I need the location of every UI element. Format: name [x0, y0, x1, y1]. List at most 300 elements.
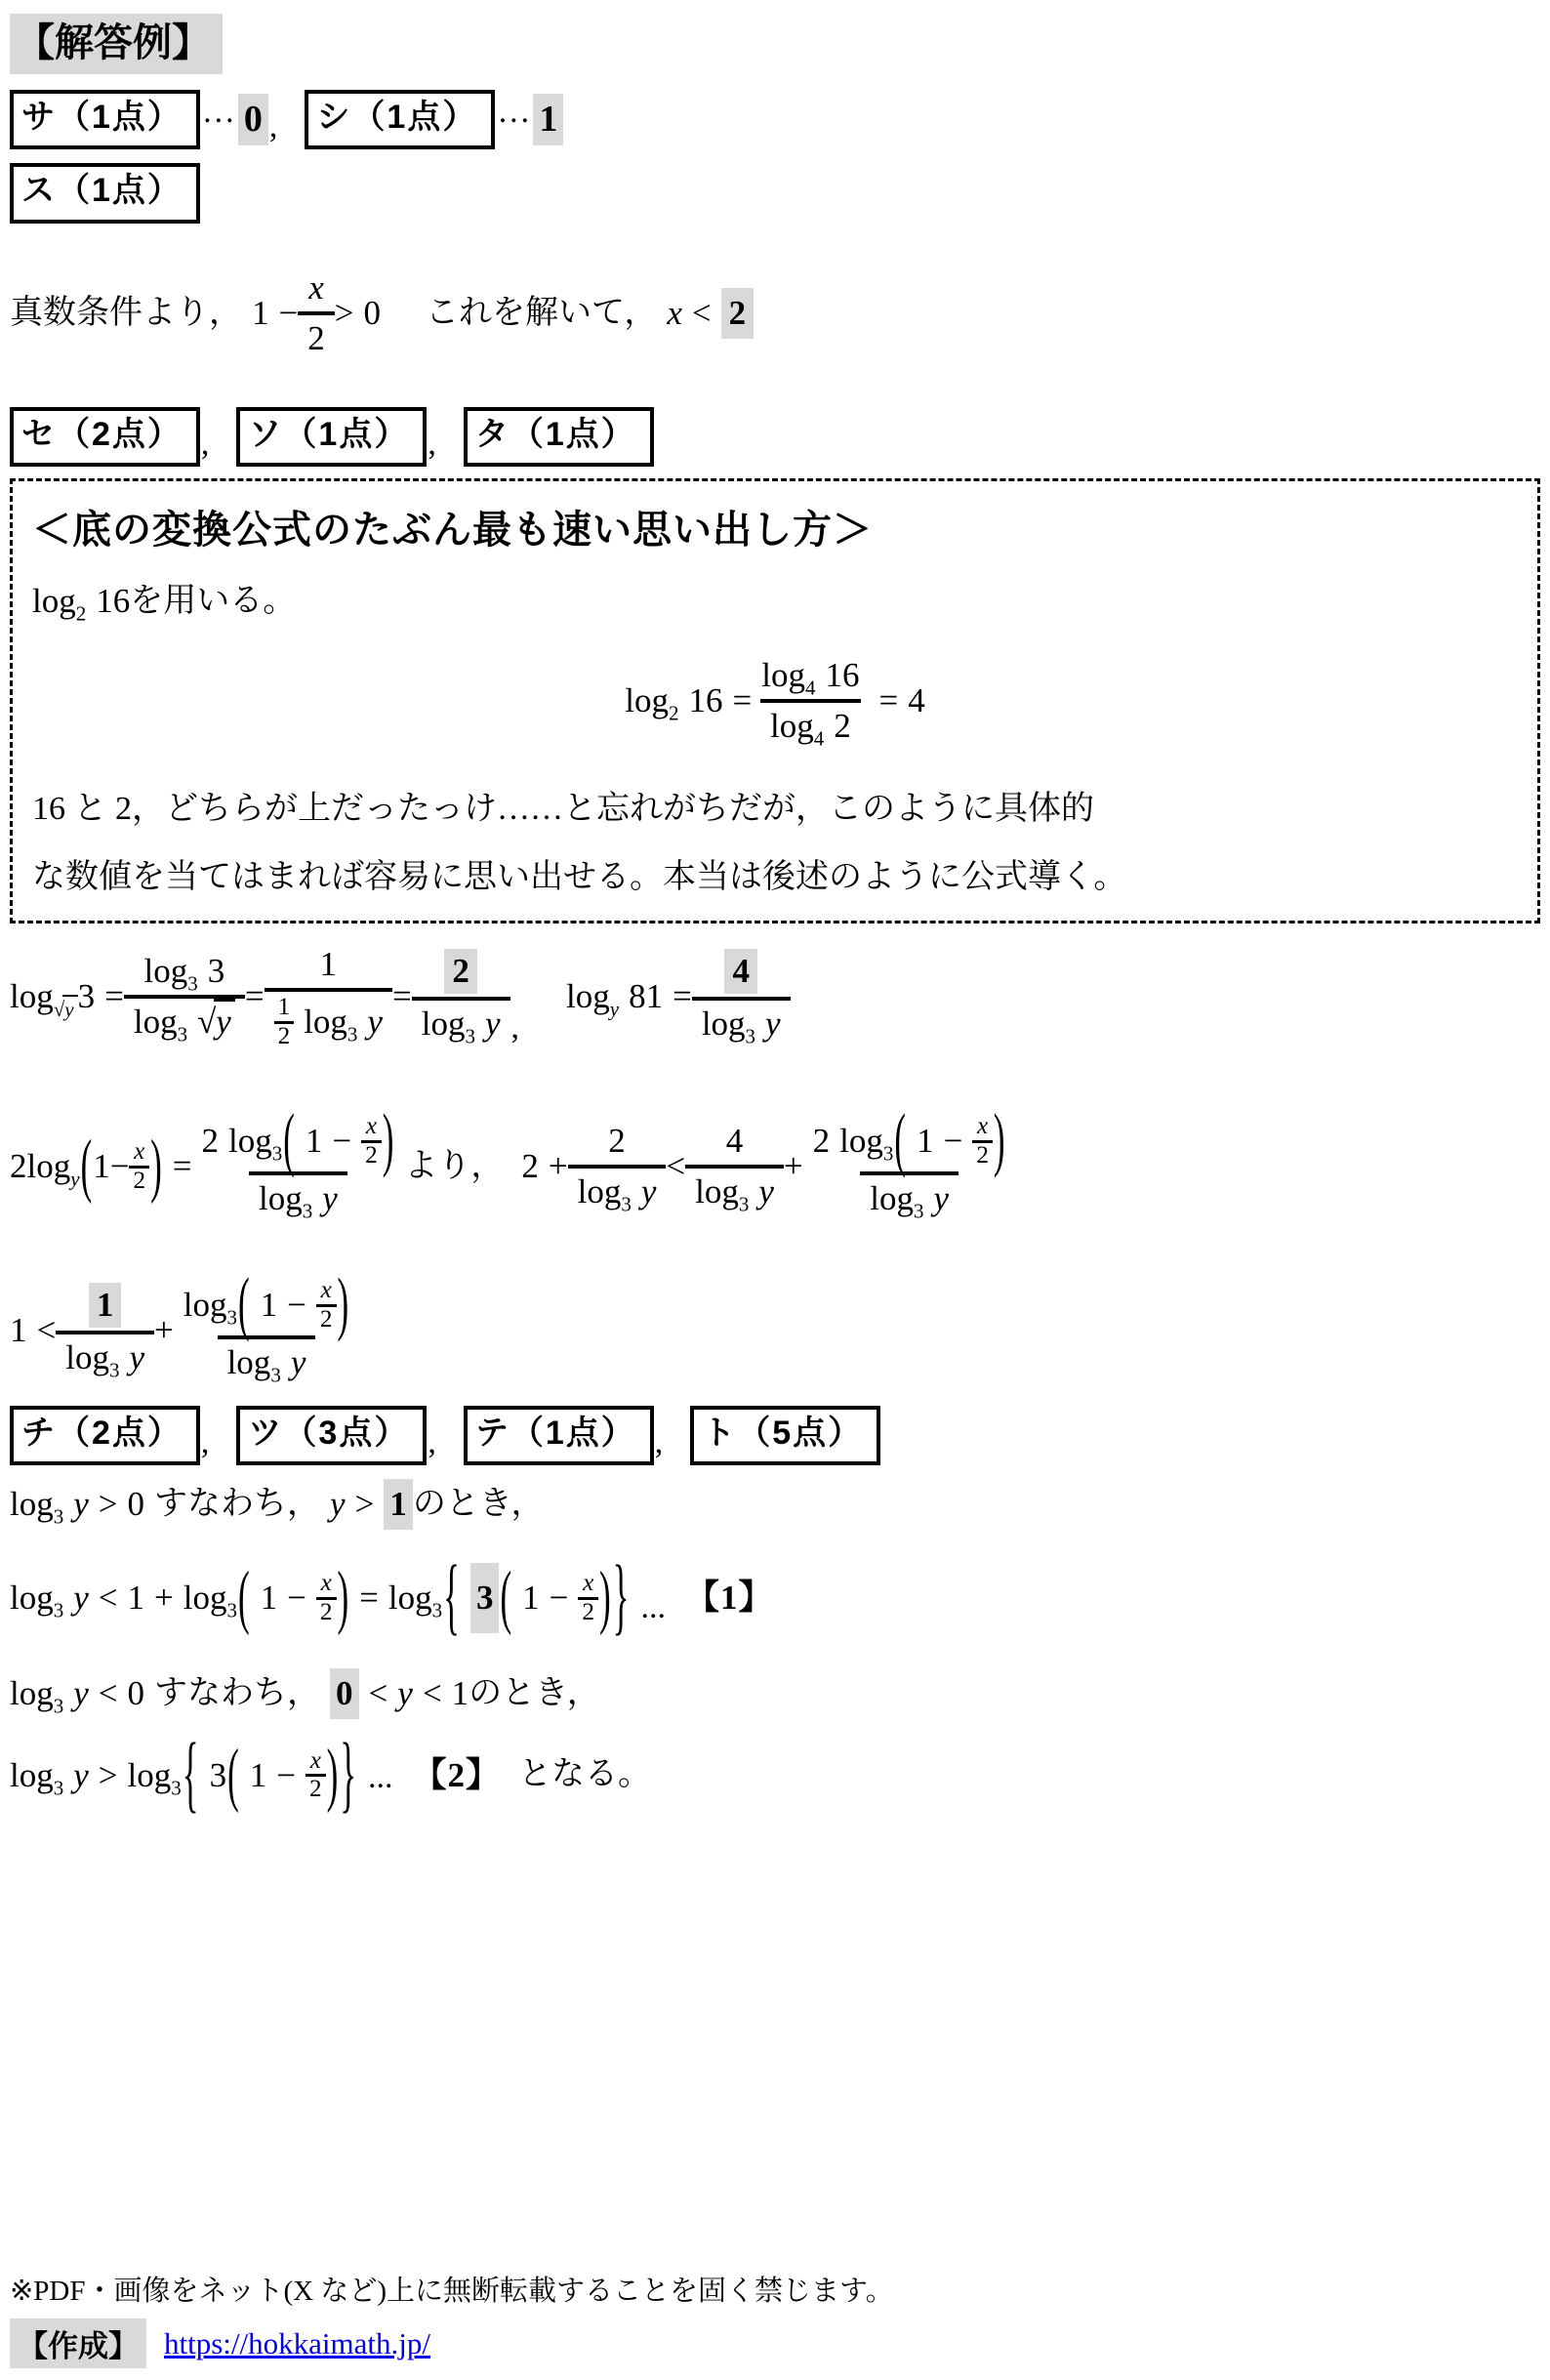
math-token: 16: [688, 681, 723, 720]
math-token: 2: [608, 1122, 626, 1161]
numerator: [716, 1118, 754, 1165]
math-token: log: [32, 582, 76, 621]
log-group: [10, 1483, 64, 1529]
math-token: <: [36, 1311, 57, 1350]
denominator: [412, 997, 510, 1047]
formula-case1: [10, 1548, 1540, 1644]
math-token: 1: [451, 1673, 469, 1712]
math-token: y: [640, 1172, 657, 1211]
math-token: >: [98, 1755, 118, 1794]
math-subscript: 3: [187, 971, 198, 996]
formula-case2: [10, 1725, 1540, 1822]
math-subscript: 3: [431, 1598, 443, 1622]
right-paren: ): [993, 1099, 1005, 1180]
formula-change-of-base-example: [32, 652, 1518, 750]
math-token: log: [10, 1485, 54, 1524]
fraction-2-over-log3y: [568, 1118, 667, 1215]
text-run: のとき，: [412, 1486, 545, 1523]
math-token: −: [287, 1579, 306, 1618]
log-group: [10, 1577, 63, 1620]
fraction-1-over-log3y: [56, 1280, 154, 1381]
math-subscript: [54, 998, 78, 1021]
math-token: y: [933, 1179, 949, 1218]
fraction-x-over-2: [316, 1571, 337, 1625]
log-group: [10, 1754, 64, 1800]
log-group: [421, 1004, 475, 1048]
math-token: x: [320, 1277, 332, 1304]
math-token: −: [276, 1755, 296, 1794]
ellipsis-low: ...: [640, 1589, 666, 1626]
log-group: [761, 655, 816, 700]
denominator: [124, 995, 245, 1046]
left-paren: (: [894, 1099, 907, 1180]
comma: ,: [654, 1424, 664, 1461]
text-run: 真数条件より，: [10, 294, 242, 331]
fraction-4-over-log3y: [685, 1118, 784, 1215]
line-shinsu-jouken: [10, 265, 1540, 362]
math-token: log: [625, 681, 669, 720]
math-token: log: [133, 1003, 178, 1042]
math-token: log: [701, 1005, 746, 1044]
numerator: [174, 1263, 359, 1344]
answer-te: 1: [384, 1479, 413, 1530]
math-token: x: [977, 1113, 989, 1140]
math-token: +: [154, 1579, 174, 1618]
numerator: [79, 1280, 132, 1331]
text-run: すなわち，: [154, 1674, 321, 1711]
callout-title: ＜底の変換公式のたぶん最も速い思い出し方＞: [32, 509, 873, 553]
math-token: x: [320, 1570, 332, 1597]
math-token: 2: [316, 1597, 337, 1625]
score-box-se: セ（2点）: [10, 407, 200, 467]
math-token: 0: [127, 1485, 145, 1524]
math-token: 81: [629, 977, 664, 1016]
math-token: 0: [363, 293, 381, 332]
footer: [10, 2269, 894, 2368]
log-group: [770, 706, 825, 751]
math-token: y: [484, 1005, 501, 1044]
math-token: log: [227, 1122, 272, 1161]
score-box-chi: チ（2点）: [10, 1406, 200, 1465]
math-token: −: [109, 1147, 130, 1186]
text-run: これを解いて，: [426, 294, 658, 331]
right-paren: ): [337, 1556, 349, 1637]
callout-paragraph-line2: な数値を当てはまれば容易に思い出せる。本当は後述のように公式導く。: [32, 858, 1127, 895]
math-token: y: [62, 995, 77, 1021]
math-token: 1: [305, 1122, 323, 1161]
fraction-x-over-2: [306, 1748, 326, 1803]
math-token: y: [330, 1485, 346, 1524]
math-token: 2: [812, 1122, 831, 1161]
log-group: [32, 580, 87, 626]
math-token: y: [214, 999, 235, 1041]
score-row-1: [10, 90, 1540, 149]
math-token: log: [577, 1172, 622, 1211]
denominator: [860, 1171, 959, 1222]
math-token: −: [943, 1122, 963, 1161]
math-token: =: [244, 977, 265, 1016]
line-case-y-gt-1: [10, 1479, 1540, 1530]
answer-x-lt-2: 2: [721, 288, 755, 339]
math-token: −: [549, 1579, 569, 1618]
math-subscript: 3: [271, 1141, 283, 1166]
math-subscript: 3: [171, 1776, 182, 1800]
math-token: log: [10, 1673, 54, 1712]
score-box-tsu: ツ（3点）: [236, 1406, 427, 1465]
math-token: 1: [252, 293, 269, 332]
math-subscript: 2: [669, 701, 679, 725]
math-token: 2: [274, 1021, 295, 1049]
math-token: +: [154, 1311, 174, 1350]
comma: ,: [268, 108, 278, 145]
math-subscript: 3: [347, 1022, 358, 1046]
math-token: 2: [298, 311, 335, 362]
math-token: 16: [825, 655, 860, 694]
math-token: <: [691, 293, 712, 332]
log-group: [259, 1178, 313, 1223]
score-box-to: ト（5点）: [690, 1406, 880, 1465]
log-group: [133, 1002, 188, 1046]
math-token: 1: [319, 945, 338, 984]
math-token: log: [183, 1286, 227, 1325]
math-token: 4: [908, 681, 925, 720]
math-token: x: [667, 293, 682, 332]
math-token: =: [104, 977, 124, 1016]
math-token: <: [98, 1673, 118, 1712]
formula-2logy: [10, 1099, 1540, 1223]
log-group: [184, 1577, 237, 1620]
denominator: [265, 988, 392, 1052]
math-token: log: [183, 1579, 227, 1618]
math-token: log: [259, 1179, 303, 1218]
text-run: となる。: [518, 1756, 652, 1793]
fraction-1-over-half-log3y: [265, 941, 392, 1052]
log-group: [26, 1145, 80, 1191]
math-subscript: y: [609, 997, 620, 1021]
math-token: log: [388, 1579, 432, 1618]
text-run: より，: [404, 1147, 505, 1184]
math-token: 2: [578, 1597, 598, 1625]
left-paren: (: [227, 1733, 239, 1814]
log-group: [65, 1337, 120, 1382]
fraction-x-over-2: [316, 1278, 337, 1333]
log-group: [143, 951, 198, 996]
math-token: log: [65, 1338, 109, 1377]
left-brace: {: [182, 1725, 199, 1822]
fraction-4-over-log3y: [692, 946, 791, 1047]
log-group: [10, 1672, 64, 1718]
math-subscript: 4: [813, 726, 825, 751]
math-token: y: [73, 1755, 89, 1794]
fraction-x-over-2: [129, 1139, 149, 1194]
credit-row: [10, 2318, 894, 2368]
math-subscript: 3: [177, 1022, 188, 1046]
line-case-0-lt-y-lt-1: [10, 1668, 1540, 1719]
math-token: y: [367, 1003, 383, 1042]
left-paren: (: [238, 1263, 250, 1344]
log-group: [625, 679, 679, 725]
fraction-log4-16-over-log4-2: [752, 652, 869, 750]
log-group: [566, 975, 620, 1021]
math-token: log: [127, 1755, 172, 1794]
math-token: =: [172, 1147, 192, 1186]
fraction-2log3-over-log3y: [803, 1099, 1016, 1223]
math-subscript: 3: [108, 1358, 120, 1382]
denominator: [685, 1165, 784, 1215]
log-group: [304, 1002, 358, 1046]
log-group: [701, 1004, 756, 1048]
math-token: −: [287, 1286, 306, 1325]
math-token: 0: [127, 1673, 145, 1712]
math-token: log: [421, 1005, 466, 1044]
math-subscript: 3: [53, 1694, 64, 1718]
credit-label: 【作成】: [10, 2318, 146, 2368]
math-token: y: [322, 1179, 338, 1218]
sqrt-y: [197, 1002, 235, 1043]
math-token: 2: [972, 1140, 993, 1169]
ellipsis: …: [497, 93, 532, 130]
numerator: [714, 946, 767, 997]
math-subscript: 3: [882, 1141, 894, 1166]
text-run: を用いる。: [130, 582, 297, 619]
math-token: y: [73, 1673, 89, 1712]
log-group: [577, 1171, 632, 1216]
radical-icon: √: [197, 1003, 217, 1042]
math-token: =: [878, 681, 899, 720]
answer-sa-2: 0: [330, 1668, 359, 1719]
math-token: +: [548, 1147, 568, 1186]
text-run: のとき，: [469, 1674, 600, 1711]
math-token: −: [332, 1122, 352, 1161]
math-token: log: [10, 1579, 54, 1618]
math-token: log: [304, 1003, 347, 1042]
math-token: 3: [209, 1755, 227, 1794]
math-subscript: y: [70, 1167, 80, 1191]
text-run: すなわち，: [154, 1486, 321, 1523]
right-brace: }: [340, 1725, 357, 1822]
denominator: [568, 1165, 667, 1215]
math-token: 1: [522, 1579, 540, 1618]
formula-log-sqrty-3: [10, 941, 1540, 1052]
score-row-4: [10, 1406, 1540, 1465]
callout-paragraph-line1: 16 と 2，どちらが上だったっけ……と忘れがちだが，このように具体的: [32, 790, 1094, 827]
math-subscript: 3: [226, 1598, 238, 1622]
comma: ,: [200, 1424, 210, 1461]
answer-ta: 4: [724, 949, 757, 994]
math-subscript: 3: [465, 1024, 475, 1048]
fraction-log3-3-over-log3-sqrty: [124, 948, 245, 1046]
math-token: log: [226, 1343, 271, 1382]
math-subscript: 2: [75, 601, 87, 626]
math-token: <: [666, 1147, 686, 1186]
math-token: 4: [725, 1122, 744, 1161]
math-subscript: 3: [302, 1199, 313, 1223]
math-token: 2: [201, 1122, 219, 1161]
math-token: log: [10, 1755, 54, 1794]
fraction-one-half: [274, 995, 295, 1049]
math-token: 1: [93, 1147, 110, 1186]
left-brace: {: [443, 1548, 460, 1644]
math-token: log: [566, 977, 610, 1016]
numerator: [134, 948, 234, 995]
fraction-log3-over-log3y: [174, 1263, 359, 1387]
math-token: +: [783, 1147, 803, 1186]
math-token: =: [673, 977, 692, 1016]
math-token: y: [73, 1485, 89, 1524]
math-subscript: 3: [913, 1199, 924, 1223]
header: [10, 12, 1540, 90]
math-subscript: 4: [804, 676, 816, 700]
math-subscript: 3: [53, 1776, 64, 1800]
math-token: =: [359, 1579, 379, 1618]
math-token: 1: [917, 1122, 934, 1161]
left-paren: (: [238, 1556, 250, 1637]
line-log2-16-use: [32, 580, 1518, 626]
math-token: log: [870, 1179, 914, 1218]
math-token: >: [334, 293, 354, 332]
sqrt-y: [54, 998, 78, 1021]
log-group: [695, 1171, 750, 1216]
math-token: 1: [260, 1286, 278, 1325]
math-token: log: [770, 706, 814, 745]
answer-so: 2: [444, 949, 477, 994]
math-subscript: 3: [53, 1598, 64, 1622]
math-token: y: [73, 1579, 89, 1618]
math-subscript: 3: [226, 1305, 238, 1330]
math-token: 1: [249, 1755, 267, 1794]
math-token: <: [98, 1579, 118, 1618]
score-row-3: [10, 407, 1540, 467]
numerator: [752, 652, 869, 699]
math-token: y: [129, 1338, 145, 1377]
right-paren: ): [150, 1125, 162, 1206]
math-token: x: [309, 1746, 321, 1774]
right-paren: ): [326, 1733, 339, 1814]
math-token: x: [134, 1138, 145, 1166]
left-paren: (: [283, 1099, 295, 1180]
callout-box: [10, 478, 1540, 923]
math-token: 2: [834, 706, 851, 745]
math-token: 3: [77, 977, 96, 1016]
log-group: [226, 1342, 281, 1387]
answer-tsu: 3: [470, 1563, 500, 1633]
math-token: 3: [207, 952, 225, 991]
right-paren: ): [337, 1263, 349, 1344]
comma: ,: [428, 1424, 436, 1461]
math-token: =: [391, 977, 412, 1016]
fraction-x-over-2: [578, 1571, 598, 1625]
score-box-shi: シ（1点）: [305, 90, 495, 149]
right-paren: ): [382, 1099, 394, 1180]
fraction-2log3-over-log3y: [191, 1099, 404, 1223]
math-subscript: 3: [745, 1024, 756, 1048]
math-token: y: [765, 1005, 781, 1044]
ref-label-1: 【1】: [684, 1579, 774, 1618]
math-token: 1: [260, 1579, 278, 1618]
fraction-x-over-2: [298, 265, 335, 362]
denominator: [249, 1171, 347, 1222]
copyright-notice: ※PDF・画像をネット(X など)上に無断転載することを固く禁じます。: [10, 2276, 894, 2307]
math-token: 1: [10, 1311, 27, 1350]
math-token: 2: [521, 1147, 539, 1186]
math-token: 2: [361, 1140, 382, 1169]
ref-label-2: 【2】: [412, 1755, 502, 1794]
math-token: log: [761, 655, 805, 694]
math-token: log: [26, 1147, 71, 1186]
denominator: [56, 1331, 154, 1381]
comma: ,: [510, 1008, 519, 1046]
numerator: [598, 1118, 635, 1165]
math-token: y: [397, 1673, 413, 1712]
math-token: x: [583, 1570, 594, 1597]
score-box-sa: サ（1点）: [10, 90, 200, 149]
log-group: [839, 1121, 894, 1166]
denominator: [218, 1335, 316, 1386]
math-token: 1: [127, 1579, 145, 1618]
math-subscript: 3: [53, 1504, 64, 1529]
score-box-te: テ（1点）: [464, 1406, 654, 1465]
answer-chi: 1: [89, 1283, 122, 1328]
site-link[interactable]: https://hokkaimath.jp/: [164, 2325, 430, 2360]
ellipsis-low: ...: [368, 1759, 393, 1796]
math-token: <: [422, 1673, 442, 1712]
answer-shi: 1: [533, 94, 563, 145]
fraction-x-over-2: [361, 1114, 382, 1169]
math-token: −: [278, 293, 299, 332]
math-subscript: 3: [621, 1192, 632, 1216]
math-token: 2: [316, 1304, 337, 1333]
math-token: log: [695, 1172, 739, 1211]
left-paren: (: [80, 1125, 93, 1206]
log-group: [870, 1178, 924, 1223]
formula-1-lt: [10, 1263, 1540, 1387]
math-token: y: [290, 1343, 306, 1382]
numerator: [310, 941, 347, 988]
math-token: log: [10, 977, 54, 1016]
math-token: log: [143, 952, 188, 991]
math-token: 16: [96, 582, 131, 621]
fraction-x-over-2: [972, 1114, 993, 1169]
math-token: x: [365, 1113, 377, 1140]
denominator: [760, 699, 861, 750]
log-group: [183, 1285, 238, 1330]
score-box-su: ス（1点）: [10, 163, 200, 223]
right-brace: }: [612, 1548, 630, 1644]
score-row-2: [10, 163, 1540, 223]
math-token: <: [368, 1673, 388, 1712]
log-group: [388, 1577, 442, 1620]
page-title: 【解答例】: [10, 14, 223, 74]
comma: ,: [428, 426, 436, 463]
log-group: [10, 975, 78, 1021]
log-group: [227, 1121, 283, 1166]
log-group: [127, 1754, 182, 1800]
math-token: =: [732, 681, 753, 720]
math-token: 2: [10, 1147, 27, 1186]
math-token: 1: [277, 994, 291, 1021]
numerator: [434, 946, 487, 997]
math-token: log: [839, 1122, 883, 1161]
math-token: 2: [306, 1774, 326, 1802]
math-token: x: [308, 267, 324, 307]
left-paren: (: [500, 1556, 512, 1637]
score-box-ta: タ（1点）: [464, 407, 654, 467]
fraction-2-over-log3y: [412, 946, 510, 1047]
math-subscript: 3: [738, 1192, 750, 1216]
math-token: >: [354, 1485, 375, 1524]
right-paren: ): [598, 1556, 611, 1637]
denominator: [692, 997, 791, 1047]
